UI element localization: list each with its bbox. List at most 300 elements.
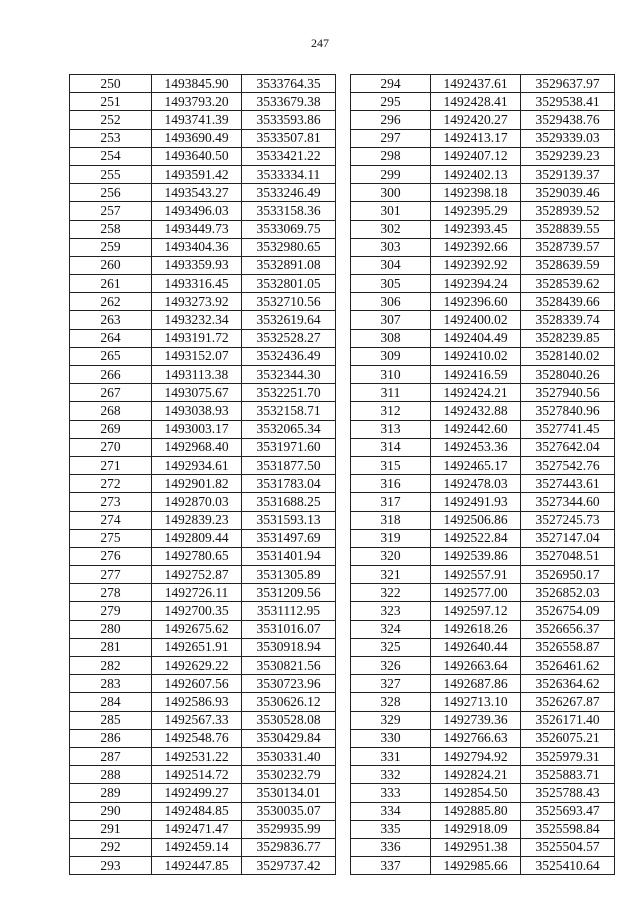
- point-number-cell: 319: [351, 529, 431, 547]
- x-coordinate-cell: 1492416.59: [431, 366, 521, 384]
- table-row: [351, 147, 615, 165]
- y-coordinate-cell: 3528639.59: [521, 256, 615, 274]
- table-row: [351, 275, 615, 293]
- table-row: [351, 620, 615, 638]
- point-number-cell: 257: [70, 202, 152, 220]
- y-coordinate-cell: 3529039.46: [521, 184, 615, 202]
- x-coordinate-cell: 1492687.86: [431, 675, 521, 693]
- y-coordinate-cell: 3533764.35: [242, 75, 336, 93]
- table-row: [351, 311, 615, 329]
- table-row: [70, 402, 336, 420]
- x-coordinate-cell: 1492934.61: [152, 456, 242, 474]
- point-number-cell: 287: [70, 747, 152, 765]
- table-row: [351, 566, 615, 584]
- x-coordinate-cell: 1492478.03: [431, 475, 521, 493]
- x-coordinate-cell: 1493690.49: [152, 129, 242, 147]
- y-coordinate-cell: 3526075.21: [521, 729, 615, 747]
- point-number-cell: 307: [351, 311, 431, 329]
- x-coordinate-cell: 1492407.12: [431, 147, 521, 165]
- y-coordinate-cell: 3528839.55: [521, 220, 615, 238]
- point-number-cell: 256: [70, 184, 152, 202]
- table-row: [70, 93, 336, 111]
- table-row: [70, 238, 336, 256]
- table-row: [70, 184, 336, 202]
- point-number-cell: 263: [70, 311, 152, 329]
- table-row: [70, 747, 336, 765]
- x-coordinate-cell: 1492968.40: [152, 438, 242, 456]
- coordinate-table-left: [69, 74, 336, 875]
- table-row: [351, 293, 615, 311]
- y-coordinate-cell: 3531783.04: [242, 475, 336, 493]
- x-coordinate-cell: 1493003.17: [152, 420, 242, 438]
- x-coordinate-cell: 1492918.09: [431, 820, 521, 838]
- point-number-cell: 299: [351, 165, 431, 183]
- x-coordinate-cell: 1492548.76: [152, 729, 242, 747]
- table-row: [351, 675, 615, 693]
- x-coordinate-cell: 1492713.10: [431, 693, 521, 711]
- table-row: [70, 566, 336, 584]
- y-coordinate-cell: 3528239.85: [521, 329, 615, 347]
- table-row: [351, 784, 615, 802]
- point-number-cell: 259: [70, 238, 152, 256]
- point-number-cell: 284: [70, 693, 152, 711]
- point-number-cell: 286: [70, 729, 152, 747]
- x-coordinate-cell: 1492567.33: [152, 711, 242, 729]
- point-number-cell: 264: [70, 329, 152, 347]
- point-number-cell: 250: [70, 75, 152, 93]
- x-coordinate-cell: 1492522.84: [431, 529, 521, 547]
- x-coordinate-cell: 1492885.80: [431, 802, 521, 820]
- table-row: [70, 456, 336, 474]
- table-row: [70, 784, 336, 802]
- x-coordinate-cell: 1492453.36: [431, 438, 521, 456]
- y-coordinate-cell: 3533334.11: [242, 165, 336, 183]
- y-coordinate-cell: 3531688.25: [242, 493, 336, 511]
- table-row: [70, 638, 336, 656]
- y-coordinate-cell: 3532980.65: [242, 238, 336, 256]
- point-number-cell: 337: [351, 857, 431, 875]
- x-coordinate-cell: 1492459.14: [152, 838, 242, 856]
- table-row: [351, 220, 615, 238]
- y-coordinate-cell: 3527840.96: [521, 402, 615, 420]
- x-coordinate-cell: 1492394.24: [431, 275, 521, 293]
- x-coordinate-cell: 1492400.02: [431, 311, 521, 329]
- point-number-cell: 252: [70, 111, 152, 129]
- x-coordinate-cell: 1492432.88: [431, 402, 521, 420]
- point-number-cell: 291: [70, 820, 152, 838]
- x-coordinate-cell: 1493591.42: [152, 165, 242, 183]
- point-number-cell: 278: [70, 584, 152, 602]
- point-number-cell: 336: [351, 838, 431, 856]
- y-coordinate-cell: 3525504.57: [521, 838, 615, 856]
- table-row: [351, 402, 615, 420]
- x-coordinate-cell: 1492700.35: [152, 602, 242, 620]
- x-coordinate-cell: 1492413.17: [431, 129, 521, 147]
- y-coordinate-cell: 3527642.04: [521, 438, 615, 456]
- x-coordinate-cell: 1493496.03: [152, 202, 242, 220]
- point-number-cell: 280: [70, 620, 152, 638]
- x-coordinate-cell: 1492392.92: [431, 256, 521, 274]
- table-row: [70, 857, 336, 875]
- y-coordinate-cell: 3529438.76: [521, 111, 615, 129]
- y-coordinate-cell: 3528939.52: [521, 202, 615, 220]
- y-coordinate-cell: 3526171.40: [521, 711, 615, 729]
- x-coordinate-cell: 1492577.00: [431, 584, 521, 602]
- point-number-cell: 265: [70, 347, 152, 365]
- point-number-cell: 321: [351, 566, 431, 584]
- table-row: [70, 657, 336, 675]
- table-row: [70, 147, 336, 165]
- table-row: [70, 838, 336, 856]
- y-coordinate-cell: 3533246.49: [242, 184, 336, 202]
- table-row: [351, 329, 615, 347]
- x-coordinate-cell: 1493640.50: [152, 147, 242, 165]
- x-coordinate-cell: 1492499.27: [152, 784, 242, 802]
- table-row: [70, 675, 336, 693]
- y-coordinate-cell: 3531401.94: [242, 547, 336, 565]
- y-coordinate-cell: 3526852.03: [521, 584, 615, 602]
- x-coordinate-cell: 1493845.90: [152, 75, 242, 93]
- table-row: [351, 384, 615, 402]
- x-coordinate-cell: 1492739.36: [431, 711, 521, 729]
- point-number-cell: 300: [351, 184, 431, 202]
- table-row: [70, 438, 336, 456]
- table-row: [351, 93, 615, 111]
- y-coordinate-cell: 3528339.74: [521, 311, 615, 329]
- point-number-cell: 330: [351, 729, 431, 747]
- y-coordinate-cell: 3526461.62: [521, 657, 615, 675]
- table-row: [351, 165, 615, 183]
- table-row: [351, 493, 615, 511]
- point-number-cell: 325: [351, 638, 431, 656]
- y-coordinate-cell: 3533507.81: [242, 129, 336, 147]
- y-coordinate-cell: 3529239.23: [521, 147, 615, 165]
- x-coordinate-cell: 1492471.47: [152, 820, 242, 838]
- table-row: [351, 456, 615, 474]
- point-number-cell: 329: [351, 711, 431, 729]
- point-number-cell: 312: [351, 402, 431, 420]
- point-number-cell: 309: [351, 347, 431, 365]
- table-row: [70, 511, 336, 529]
- y-coordinate-cell: 3525979.31: [521, 747, 615, 765]
- point-number-cell: 313: [351, 420, 431, 438]
- x-coordinate-cell: 1492428.41: [431, 93, 521, 111]
- point-number-cell: 285: [70, 711, 152, 729]
- table-row: [70, 311, 336, 329]
- point-number-cell: 302: [351, 220, 431, 238]
- x-coordinate-cell: 1492424.21: [431, 384, 521, 402]
- point-number-cell: 328: [351, 693, 431, 711]
- point-number-cell: 275: [70, 529, 152, 547]
- y-coordinate-cell: 3532801.05: [242, 275, 336, 293]
- table-row: [351, 475, 615, 493]
- x-coordinate-cell: 1492951.38: [431, 838, 521, 856]
- point-number-cell: 292: [70, 838, 152, 856]
- point-number-cell: 335: [351, 820, 431, 838]
- table-row: [70, 475, 336, 493]
- y-coordinate-cell: 3533421.22: [242, 147, 336, 165]
- x-coordinate-cell: 1492531.22: [152, 747, 242, 765]
- table-row: [351, 511, 615, 529]
- point-number-cell: 324: [351, 620, 431, 638]
- table-row: [70, 420, 336, 438]
- table-row: [351, 838, 615, 856]
- table-row: [70, 366, 336, 384]
- x-coordinate-cell: 1492839.23: [152, 511, 242, 529]
- x-coordinate-cell: 1492618.26: [431, 620, 521, 638]
- point-number-cell: 323: [351, 602, 431, 620]
- table-row: [351, 366, 615, 384]
- y-coordinate-cell: 3532065.34: [242, 420, 336, 438]
- coordinate-table-right: [350, 74, 615, 875]
- table-row: [351, 747, 615, 765]
- table-row: [70, 602, 336, 620]
- y-coordinate-cell: 3530626.12: [242, 693, 336, 711]
- point-number-cell: 294: [351, 75, 431, 93]
- table-row: [70, 711, 336, 729]
- x-coordinate-cell: 1493232.34: [152, 311, 242, 329]
- table-row: [351, 529, 615, 547]
- point-number-cell: 283: [70, 675, 152, 693]
- x-coordinate-cell: 1492651.91: [152, 638, 242, 656]
- point-number-cell: 295: [351, 93, 431, 111]
- y-coordinate-cell: 3532436.49: [242, 347, 336, 365]
- y-coordinate-cell: 3532251.70: [242, 384, 336, 402]
- y-coordinate-cell: 3526950.17: [521, 566, 615, 584]
- y-coordinate-cell: 3529737.42: [242, 857, 336, 875]
- point-number-cell: 310: [351, 366, 431, 384]
- point-number-cell: 317: [351, 493, 431, 511]
- table-row: [351, 202, 615, 220]
- x-coordinate-cell: 1493273.92: [152, 293, 242, 311]
- point-number-cell: 327: [351, 675, 431, 693]
- y-coordinate-cell: 3527344.60: [521, 493, 615, 511]
- point-number-cell: 308: [351, 329, 431, 347]
- table-row: [70, 384, 336, 402]
- x-coordinate-cell: 1492794.92: [431, 747, 521, 765]
- table-row: [70, 693, 336, 711]
- point-number-cell: 293: [70, 857, 152, 875]
- x-coordinate-cell: 1492420.27: [431, 111, 521, 129]
- x-coordinate-cell: 1492404.49: [431, 329, 521, 347]
- table-row: [351, 547, 615, 565]
- point-number-cell: 271: [70, 456, 152, 474]
- x-coordinate-cell: 1492675.62: [152, 620, 242, 638]
- y-coordinate-cell: 3531112.95: [242, 602, 336, 620]
- x-coordinate-cell: 1492491.93: [431, 493, 521, 511]
- x-coordinate-cell: 1493316.45: [152, 275, 242, 293]
- table-row: [70, 293, 336, 311]
- y-coordinate-cell: 3531209.56: [242, 584, 336, 602]
- x-coordinate-cell: 1492870.03: [152, 493, 242, 511]
- y-coordinate-cell: 3530134.01: [242, 784, 336, 802]
- x-coordinate-cell: 1492392.66: [431, 238, 521, 256]
- table-row: [70, 584, 336, 602]
- y-coordinate-cell: 3532528.27: [242, 329, 336, 347]
- y-coordinate-cell: 3531016.07: [242, 620, 336, 638]
- y-coordinate-cell: 3530429.84: [242, 729, 336, 747]
- x-coordinate-cell: 1492663.64: [431, 657, 521, 675]
- y-coordinate-cell: 3525883.71: [521, 766, 615, 784]
- point-number-cell: 326: [351, 657, 431, 675]
- y-coordinate-cell: 3527542.76: [521, 456, 615, 474]
- point-number-cell: 253: [70, 129, 152, 147]
- point-number-cell: 255: [70, 165, 152, 183]
- point-number-cell: 289: [70, 784, 152, 802]
- x-coordinate-cell: 1492396.60: [431, 293, 521, 311]
- point-number-cell: 251: [70, 93, 152, 111]
- table-row: [70, 275, 336, 293]
- x-coordinate-cell: 1492597.12: [431, 602, 521, 620]
- y-coordinate-cell: 3529935.99: [242, 820, 336, 838]
- x-coordinate-cell: 1492726.11: [152, 584, 242, 602]
- table-row: [70, 129, 336, 147]
- x-coordinate-cell: 1492410.02: [431, 347, 521, 365]
- point-number-cell: 314: [351, 438, 431, 456]
- y-coordinate-cell: 3527940.56: [521, 384, 615, 402]
- table-row: [70, 220, 336, 238]
- x-coordinate-cell: 1492780.65: [152, 547, 242, 565]
- x-coordinate-cell: 1492437.61: [431, 75, 521, 93]
- y-coordinate-cell: 3526754.09: [521, 602, 615, 620]
- x-coordinate-cell: 1492398.18: [431, 184, 521, 202]
- y-coordinate-cell: 3526656.37: [521, 620, 615, 638]
- table-row: [351, 75, 615, 93]
- point-number-cell: 315: [351, 456, 431, 474]
- point-number-cell: 301: [351, 202, 431, 220]
- page-number: 247: [311, 36, 329, 50]
- x-coordinate-cell: 1493113.38: [152, 366, 242, 384]
- table-row: [351, 766, 615, 784]
- y-coordinate-cell: 3530723.96: [242, 675, 336, 693]
- point-number-cell: 322: [351, 584, 431, 602]
- point-number-cell: 276: [70, 547, 152, 565]
- y-coordinate-cell: 3526364.62: [521, 675, 615, 693]
- point-number-cell: 316: [351, 475, 431, 493]
- y-coordinate-cell: 3527048.51: [521, 547, 615, 565]
- x-coordinate-cell: 1492640.44: [431, 638, 521, 656]
- y-coordinate-cell: 3529139.37: [521, 165, 615, 183]
- x-coordinate-cell: 1492752.87: [152, 566, 242, 584]
- table-row: [70, 820, 336, 838]
- table-row: [351, 802, 615, 820]
- table-row: [351, 438, 615, 456]
- point-number-cell: 311: [351, 384, 431, 402]
- y-coordinate-cell: 3533593.86: [242, 111, 336, 129]
- y-coordinate-cell: 3528739.57: [521, 238, 615, 256]
- x-coordinate-cell: 1493152.07: [152, 347, 242, 365]
- point-number-cell: 268: [70, 402, 152, 420]
- table-row: [351, 584, 615, 602]
- table-row: [351, 711, 615, 729]
- point-number-cell: 282: [70, 657, 152, 675]
- x-coordinate-cell: 1492395.29: [431, 202, 521, 220]
- point-number-cell: 333: [351, 784, 431, 802]
- x-coordinate-cell: 1492901.82: [152, 475, 242, 493]
- y-coordinate-cell: 3526558.87: [521, 638, 615, 656]
- point-number-cell: 258: [70, 220, 152, 238]
- x-coordinate-cell: 1492514.72: [152, 766, 242, 784]
- y-coordinate-cell: 3533069.75: [242, 220, 336, 238]
- point-number-cell: 318: [351, 511, 431, 529]
- x-coordinate-cell: 1492402.13: [431, 165, 521, 183]
- y-coordinate-cell: 3525598.84: [521, 820, 615, 838]
- point-number-cell: 262: [70, 293, 152, 311]
- point-number-cell: 279: [70, 602, 152, 620]
- table-row: [351, 729, 615, 747]
- y-coordinate-cell: 3528040.26: [521, 366, 615, 384]
- x-coordinate-cell: 1493075.67: [152, 384, 242, 402]
- x-coordinate-cell: 1492824.21: [431, 766, 521, 784]
- table-row: [351, 602, 615, 620]
- x-coordinate-cell: 1493543.27: [152, 184, 242, 202]
- y-coordinate-cell: 3530035.07: [242, 802, 336, 820]
- point-number-cell: 281: [70, 638, 152, 656]
- point-number-cell: 303: [351, 238, 431, 256]
- table-row: [70, 529, 336, 547]
- x-coordinate-cell: 1492506.86: [431, 511, 521, 529]
- y-coordinate-cell: 3525410.64: [521, 857, 615, 875]
- table-row: [70, 493, 336, 511]
- x-coordinate-cell: 1493038.93: [152, 402, 242, 420]
- table-row: [70, 111, 336, 129]
- point-number-cell: 266: [70, 366, 152, 384]
- point-number-cell: 272: [70, 475, 152, 493]
- point-number-cell: 305: [351, 275, 431, 293]
- y-coordinate-cell: 3532344.30: [242, 366, 336, 384]
- y-coordinate-cell: 3529538.41: [521, 93, 615, 111]
- point-number-cell: 290: [70, 802, 152, 820]
- table-row: [70, 729, 336, 747]
- table-row: [351, 638, 615, 656]
- point-number-cell: 254: [70, 147, 152, 165]
- point-number-cell: 298: [351, 147, 431, 165]
- y-coordinate-cell: 3530232.79: [242, 766, 336, 784]
- y-coordinate-cell: 3525693.47: [521, 802, 615, 820]
- y-coordinate-cell: 3528539.62: [521, 275, 615, 293]
- x-coordinate-cell: 1493449.73: [152, 220, 242, 238]
- table-row: [351, 693, 615, 711]
- x-coordinate-cell: 1492539.86: [431, 547, 521, 565]
- table-row: [70, 766, 336, 784]
- table-row: [351, 111, 615, 129]
- y-coordinate-cell: 3531877.50: [242, 456, 336, 474]
- point-number-cell: 277: [70, 566, 152, 584]
- y-coordinate-cell: 3530821.56: [242, 657, 336, 675]
- x-coordinate-cell: 1492442.60: [431, 420, 521, 438]
- y-coordinate-cell: 3532158.71: [242, 402, 336, 420]
- y-coordinate-cell: 3528439.66: [521, 293, 615, 311]
- x-coordinate-cell: 1492854.50: [431, 784, 521, 802]
- y-coordinate-cell: 3530528.08: [242, 711, 336, 729]
- table-row: [351, 256, 615, 274]
- y-coordinate-cell: 3533679.38: [242, 93, 336, 111]
- point-number-cell: 270: [70, 438, 152, 456]
- point-number-cell: 296: [351, 111, 431, 129]
- y-coordinate-cell: 3531593.13: [242, 511, 336, 529]
- table-row: [351, 857, 615, 875]
- y-coordinate-cell: 3529339.03: [521, 129, 615, 147]
- y-coordinate-cell: 3526267.87: [521, 693, 615, 711]
- table-row: [70, 329, 336, 347]
- point-number-cell: 260: [70, 256, 152, 274]
- y-coordinate-cell: 3533158.36: [242, 202, 336, 220]
- point-number-cell: 288: [70, 766, 152, 784]
- x-coordinate-cell: 1492809.44: [152, 529, 242, 547]
- point-number-cell: 297: [351, 129, 431, 147]
- y-coordinate-cell: 3531497.69: [242, 529, 336, 547]
- point-number-cell: 274: [70, 511, 152, 529]
